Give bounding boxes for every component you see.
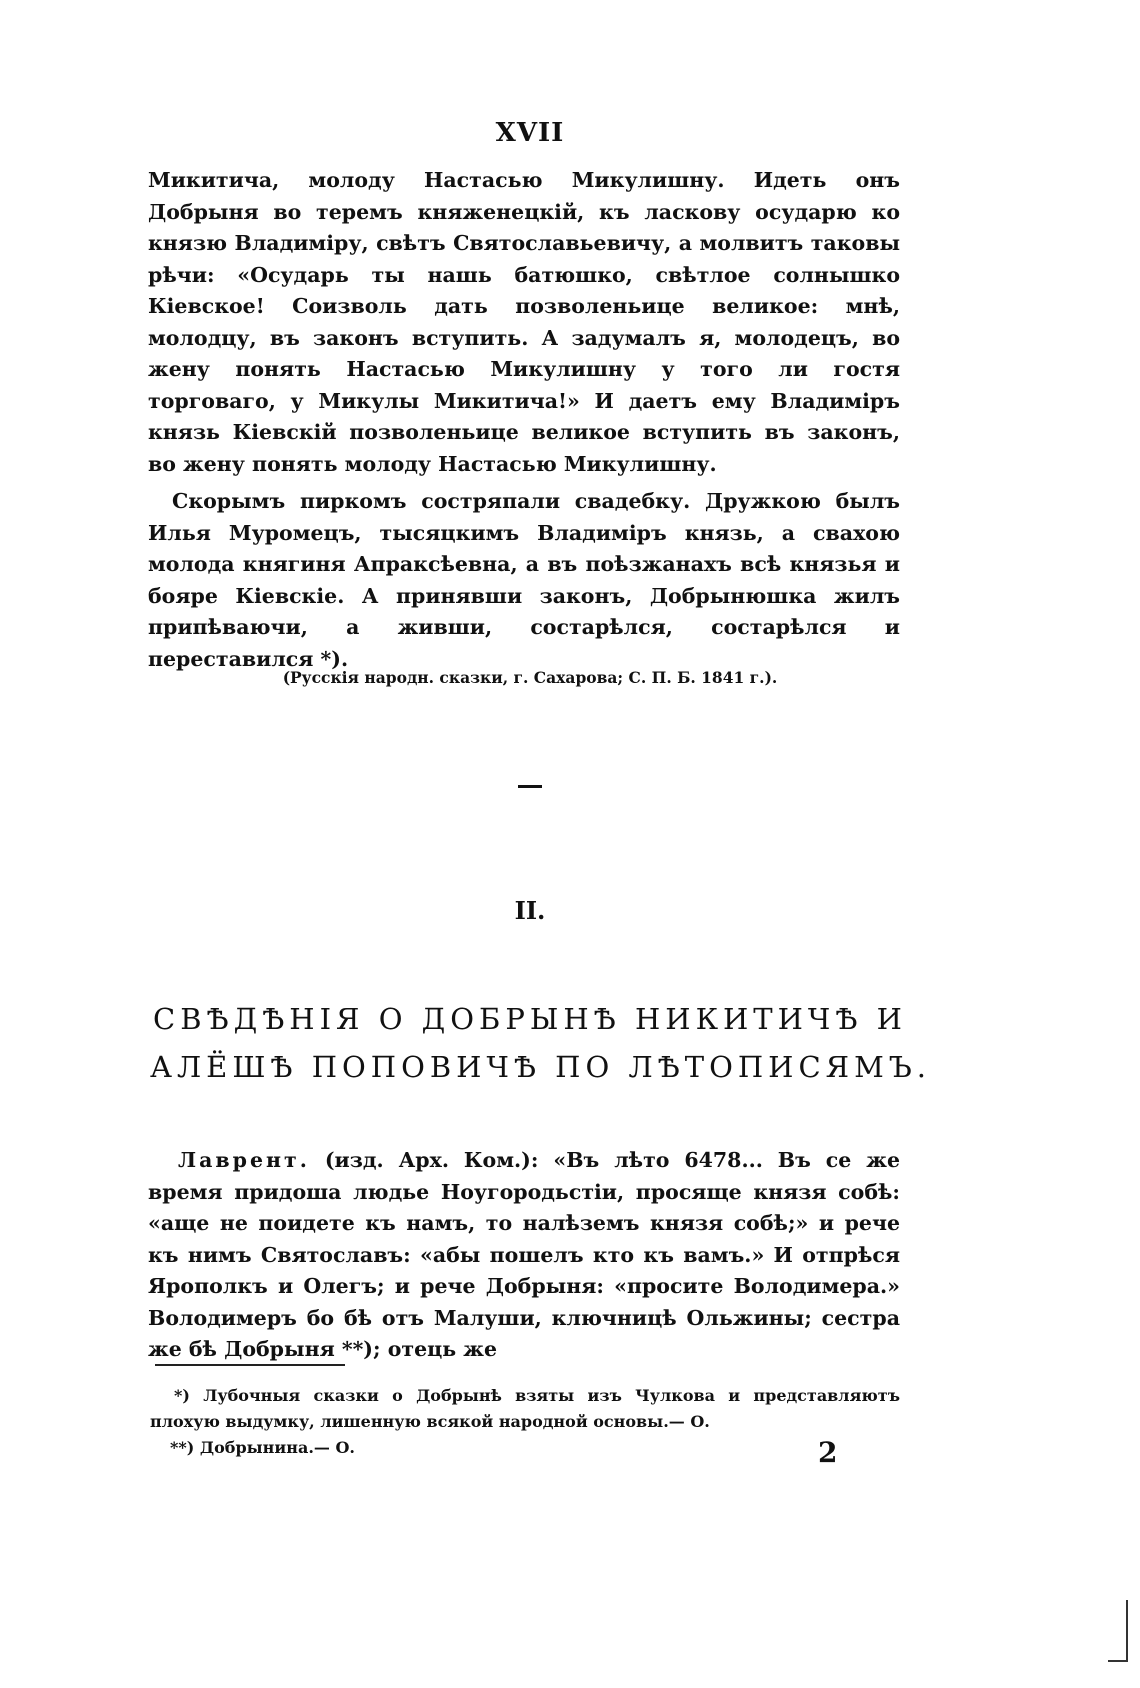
section-title-line-1: СВѢДѢНІЯ О ДОБРЫНѢ НИКИТИЧѢ И: [153, 1002, 907, 1036]
footnote-rule: [155, 1364, 345, 1366]
paragraph-1-text: Микитича, молоду Настасью Микулишну. Идеть онъ Добрыня во теремъ княженецкій, къ ласкову осударю ко князю Владиміру, свѣтъ Святославьевичу, а молвитъ таковы рѣчи: «Осударь ты нашь батюшко, свѣтлое солнышко Кіевское! Соизволь дать позволеньице великое: мнѣ, молодцу, въ законъ вступить. А задумалъ я, молодецъ, во жену понять Настасью Микулишну у того ли гостя торговаго, у Микулы Микитича!» И даетъ ему Владиміръ князь Кіевскій позволеньице великое вступить въ законъ, во жену понять молоду Настасью Микулишну.: [148, 168, 900, 476]
section-separator: [518, 785, 542, 788]
section-title-line-2: АЛЁШѢ ПОПОВИЧѢ ПО ЛѢТОПИСЯМЪ.: [150, 1050, 932, 1084]
section-title: [150, 995, 932, 1091]
section-number: II.: [514, 896, 546, 925]
footnote-2: **) Добрынина.— О.: [170, 1438, 355, 1457]
page-number: XVII: [495, 118, 565, 148]
footnote-1: *) Лубочныя сказки о Добрынѣ взяты изъ Чулкова и представляютъ плохую выдумку, лишенную всякой народной основы.— О.: [150, 1386, 900, 1431]
paragraph-2-text: Скорымъ пиркомъ состряпали свадебку. Дружкою былъ Илья Муромецъ, тысяцкимъ Владиміръ князь, а свахою молода княгиня Апраксѣевна, а въ поѣзжанахъ всѣ князья и бояре Кіевскіе. А принявши законъ, Добрынюшка жилъ припѣваючи, а живши, состарѣлся, состарѣлся и переставился *).: [148, 489, 900, 671]
paragraph-3: [148, 1145, 900, 1366]
paragraph-1: [148, 165, 900, 480]
source-citation: (Русскія народн. сказки, г. Сахарова; С. П. Б. 1841 г.).: [282, 668, 778, 687]
paragraph-3-text: [148, 1145, 900, 1366]
scan-corner-mark: [1108, 1600, 1128, 1662]
signature-mark: 2: [818, 1436, 838, 1469]
chronicle-quote: (изд. Арх. Ком.): «Въ лѣто 6478... Въ се же время придоша людье Ноугородьстіи, просяще князя собѣ: «аще не поидете къ намъ, то налѣземъ князя собѣ;» и рече къ нимъ Святославъ: «абы пошелъ кто къ вамъ.» И отпрѣся Ярополкъ и Олегъ; и рече Добрыня: «просите Володимера.» Володимеръ бо бѣ отъ Малуши, ключницѣ Ольжины; сестра же бѣ Добрыня **); отець же: [148, 1148, 901, 1361]
paragraph-2: [148, 486, 900, 675]
chronicle-name: Лаврент.: [178, 1148, 310, 1172]
footnotes: [150, 1383, 900, 1461]
